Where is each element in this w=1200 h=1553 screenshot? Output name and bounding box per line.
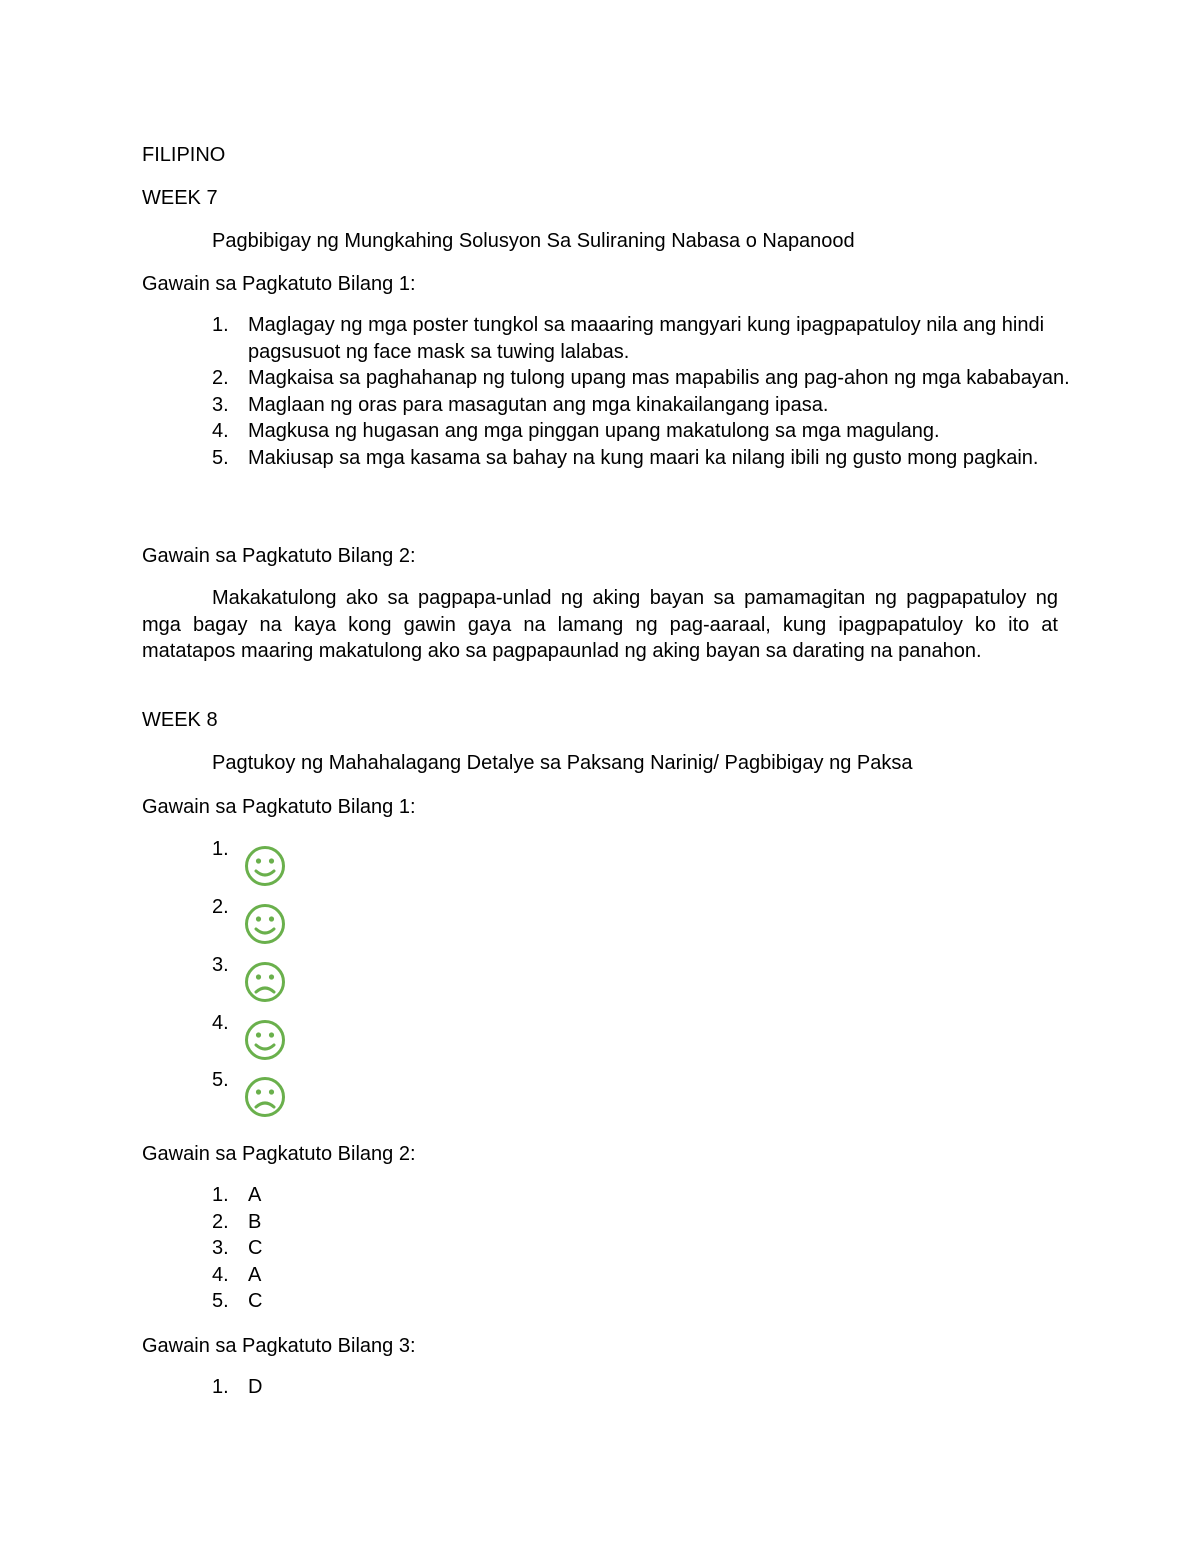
smiley-face-icon (244, 845, 286, 887)
week8-activity1-heading: Gawain sa Pagkatuto Bilang 1: (142, 796, 416, 818)
list-item: 5. C (212, 1290, 263, 1312)
week8-label: WEEK 8 (142, 709, 218, 731)
list-item: 2. Magkaisa sa paghahanap ng tulong upang mas mapabilis ang pag-ahon ng mga kababayan. (212, 367, 1070, 389)
list-item: 1. (212, 837, 332, 895)
smiley-face-icon (244, 1019, 286, 1061)
list-item: 3. Maglaan ng oras para masagutan ang mga kinakailangang ipasa. (212, 393, 829, 416)
week7-activity1-heading: Gawain sa Pagkatuto Bilang 1: (142, 273, 416, 295)
list-item: 4. A (212, 1263, 262, 1286)
week8-activity2-list (212, 1182, 1072, 1315)
list-item: 1. D (212, 1376, 263, 1398)
week8-activity3-list (212, 1374, 1072, 1401)
frowning-face-icon (244, 1076, 286, 1118)
list-item: 1. Maglagay ng mga poster tungkol sa maaaring mangyari kung ipagpapatuloy nila ang hindi pagsusuot ng face mask sa tuwing lalabas. (212, 314, 1045, 363)
smiley-face-icon (244, 903, 286, 945)
list-item: 5. (212, 1068, 332, 1126)
list-item: 5. Makiusap sa mga kasama sa bahay na kung maari ka nilang ibili ng gusto mong pagkain. (212, 446, 1039, 469)
week7-label: WEEK 7 (142, 187, 218, 209)
week7-topic: Pagbibigay ng Mungkahing Solusyon Sa Suliraning Nabasa o Napanood (212, 230, 855, 252)
week8-activity3-heading: Gawain sa Pagkatuto Bilang 3: (142, 1335, 416, 1357)
list-item: 4. Magkusa ng hugasan ang mga pinggan upang makatulong sa mga magulang. (212, 420, 940, 442)
list-item: 2. B (212, 1210, 262, 1233)
week8-activity2-heading: Gawain sa Pagkatuto Bilang 2: (142, 1143, 416, 1165)
list-item: 3. C (212, 1237, 263, 1259)
week7-activity2-heading: Gawain sa Pagkatuto Bilang 2: (142, 545, 416, 567)
subject-title: FILIPINO (142, 144, 226, 166)
frowning-face-icon (244, 961, 286, 1003)
week7-activity1-list (212, 312, 1072, 471)
list-item: 4. (212, 1011, 332, 1069)
week8-topic: Pagtukoy ng Mahahalagang Detalye sa Paksang Narinig/ Pagbibigay ng Paksa (212, 752, 913, 774)
week7-activity2-paragraph: Makakatulong ako sa pagpapa-unlad ng aking bayan sa pamamagitan ng pagpapatuloy ng mga bagay na kaya kong gawin gaya na lamang ng pag-aaraal, kung ipagpapatuloy ko ito at matatapos maaring makatulong ako sa pagpapaunlad ng aking bayan sa darating na panahon. (142, 587, 1058, 662)
list-item: 2. (212, 895, 332, 953)
list-item: 1. A (212, 1184, 262, 1206)
list-item: 3. (212, 953, 332, 1011)
